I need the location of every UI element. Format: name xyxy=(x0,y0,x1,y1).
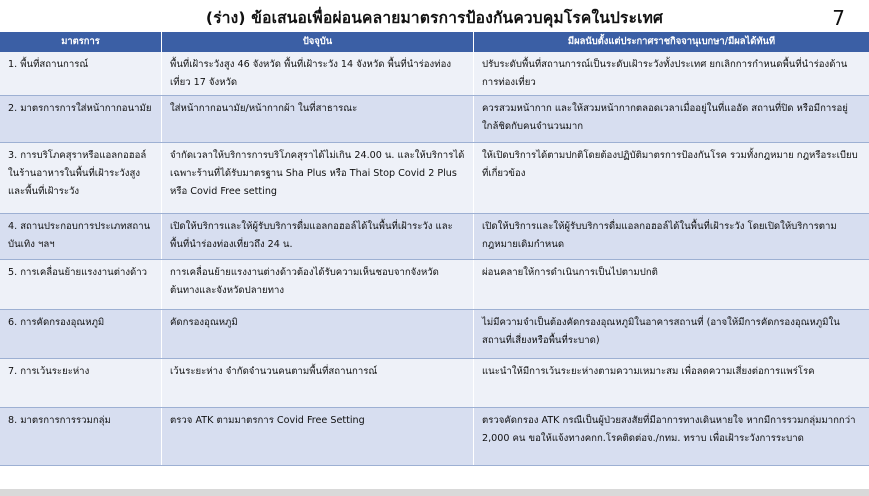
measure-cell: 2. มาตรการการใส่หน้ากากอนามัย xyxy=(0,96,162,142)
table-row xyxy=(0,214,869,260)
current-cell: พื้นที่เฝ้าระวังสูง 46 จังหวัด พื้นที่เฝ้าระวัง 14 จังหวัด พื้นที่นำร่องท่องเที่ยว 17 จังหวัด xyxy=(162,52,474,95)
header-proposal: มีผลนับตั้งแต่ประกาศราชกิจจานุเบกษา/มีผลได้ทันที xyxy=(567,36,776,47)
page-number: 7 xyxy=(832,6,845,30)
proposal-cell: ให้เปิดบริการได้ตามปกติโดยต้องปฏิบัติมาตรการป้องกันโรค รวมทั้งกฎหมาย กฎหรือระเบียบที่เกี่ยวข้อง xyxy=(482,150,858,179)
table-row xyxy=(0,260,869,310)
proposal-cell: เปิดให้บริการและให้ผู้รับบริการดื่มแอลกอฮอล์ได้ในพื้นที่เฝ้าระวัง โดยเปิดให้บริการตามกฎหมายเดิมกำหนด xyxy=(482,221,837,250)
current-cell: ใส่หน้ากากอนามัย/หน้ากากผ้า ในที่สาธารณะ xyxy=(162,96,474,142)
bottom-strip xyxy=(0,489,869,496)
proposal-cell: ตรวจคัดกรอง ATK กรณีเป็นผู้ป่วยสงสัยที่มีอาการทางเดินหายใจ หากมีการรวมกลุ่มมากกว่า 2,000 คน ขอให้แจ้งทางคกก.โรคติดต่อจ./กทม. ทราบ เพื่อเฝ้าระวังการระบาด xyxy=(482,415,856,444)
measure-cell: 1. พื้นที่สถานการณ์ xyxy=(0,52,162,95)
table-row xyxy=(0,359,869,408)
measure-cell: 3. การบริโภคสุราหรือแอลกอฮอล์ในร้านอาหารในพื้นที่เฝ้าระวังสูง และพื้นที่เฝ้าระวัง xyxy=(0,143,162,213)
proposal-cell: ควรสวมหน้ากาก และให้สวมหน้ากากตลอดเวลาเมื่ออยู่ในที่แออัด สถานที่ปิด หรือมีการอยู่ใกล้ชิดกับคนจำนวนมาก xyxy=(482,103,848,132)
measures-table xyxy=(0,32,869,466)
table-header xyxy=(0,32,869,52)
header-measure: มาตรการ xyxy=(0,32,162,52)
current-cell: เปิดให้บริการและให้ผู้รับบริการดื่มแอลกอฮอล์ได้ในพื้นที่เฝ้าระวัง และพื้นที่นำร่องท่องเที่ยวถึง 24 น. xyxy=(162,214,474,259)
measure-cell: 7. การเว้นระยะห่าง xyxy=(0,359,162,407)
measure-cell: 8. มาตรการการรวมกลุ่ม xyxy=(0,408,162,465)
proposal-cell: ผ่อนคลายให้การดำเนินการเป็นไปตามปกติ xyxy=(482,267,658,278)
page-title: (ร่าง) ข้อเสนอเพื่อผ่อนคลายมาตรการป้องกันควบคุมโรคในประเทศ xyxy=(205,9,664,27)
measure-cell: 4. สถานประกอบการประเภทสถานบันเทิง ฯลฯ xyxy=(0,214,162,259)
proposal-cell: ปรับระดับพื้นที่สถานการณ์เป็นระดับเฝ้าระวังทั้งประเทศ ยกเลิกการกำหนดพื้นที่นำร่องด้านการท่องเที่ยว xyxy=(482,59,848,88)
current-cell: จำกัดเวลาให้บริการการบริโภคสุราได้ไม่เกิน 24.00 น. และให้บริการได้เฉพาะร้านที่ได้รับมาตรฐาน Sha Plus หรือ Thai Stop Covid 2 Plus หรือ Covid Free setting xyxy=(162,143,474,213)
table-row xyxy=(0,310,869,359)
measure-cell: 5. การเคลื่อนย้ายแรงงานต่างด้าว xyxy=(0,260,162,309)
current-cell: การเคลื่อนย้ายแรงงานต่างด้าวต้องได้รับความเห็นชอบจากจังหวัดต้นทางและจังหวัดปลายทาง xyxy=(162,260,474,309)
header-current: ปัจจุบัน xyxy=(162,32,474,52)
table-row xyxy=(0,52,869,96)
table-row xyxy=(0,96,869,143)
current-cell: เว้นระยะห่าง จำกัดจำนวนคนตามพื้นที่สถานการณ์ xyxy=(162,359,474,407)
proposal-cell: ไม่มีความจำเป็นต้องคัดกรองอุณหภูมิในอาคารสถานที่ (อาจให้มีการคัดกรองอุณหภูมิในสถานที่เสี่ยงหรือพื้นที่ระบาด) xyxy=(482,317,840,346)
measure-cell: 6. การคัดกรองอุณหภูมิ xyxy=(0,310,162,358)
proposal-cell: แนะนำให้มีการเว้นระยะห่างตามความเหมาะสม เพื่อลดความเสี่ยงต่อการแพร่โรค xyxy=(482,366,815,377)
table-row xyxy=(0,408,869,466)
table-row xyxy=(0,143,869,214)
current-cell: คัดกรองอุณหภูมิ xyxy=(162,310,474,358)
current-cell: ตรวจ ATK ตามมาตรการ Covid Free Setting xyxy=(162,408,474,465)
